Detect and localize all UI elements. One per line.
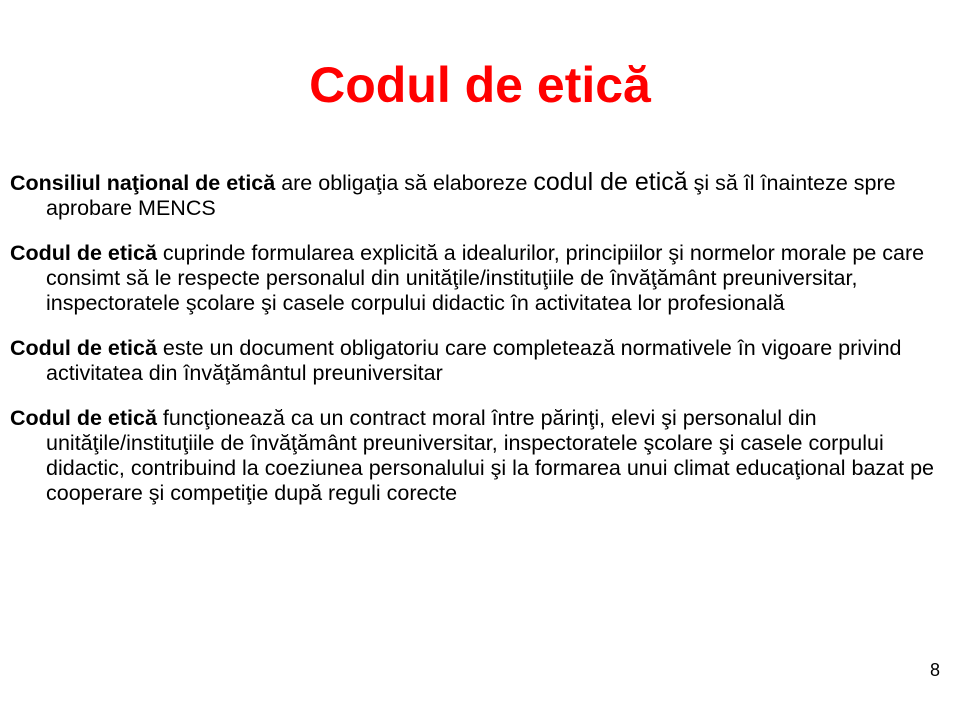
paragraph-1 xyxy=(10,170,945,221)
paragraph-3 xyxy=(10,336,945,386)
paragraph-2-text: cuprinde formularea explicită a idealurilor, principiilor şi normelor morale pe care consimt să le respecte personalul din unităţile/instituţiile de învăţământ preuniversitar, inspectoratele şcolare şi casele corpului didactic în activitatea lor profesională xyxy=(46,241,925,315)
paragraph-2 xyxy=(10,241,945,316)
paragraph-1-text-2: şi să îl înainteze spre aprobare MENCS xyxy=(46,171,896,220)
paragraph-4 xyxy=(10,406,945,506)
paragraph-3-text: este un document obligatoriu care completează normativele în vigoare privind activitatea din învăţământul preuniversitar xyxy=(46,336,902,385)
paragraph-2-bold: Codul de etică xyxy=(10,241,157,265)
paragraph-1-bold: Consiliul naţional de etică xyxy=(10,171,276,195)
paragraph-4-text: funcţionează ca un contract moral între părinţi, elevi şi personalul din unităţile/instituţiile de învăţământ preuniversitar, inspectoratele şcolare şi casele corpului didactic, contribuind la coeziunea personalului şi la formarea unui climat educaţional bazat pe cooperare şi competiţie după reguli corecte xyxy=(46,406,934,505)
paragraph-3-bold: Codul de etică xyxy=(10,336,157,360)
paragraph-1-emphasis: codul de etică xyxy=(533,168,688,196)
paragraph-1-text-1: are obligaţia să elaboreze xyxy=(275,171,534,195)
slide-body xyxy=(10,170,945,526)
page-number: 8 xyxy=(929,660,940,680)
paragraph-4-bold: Codul de etică xyxy=(10,406,157,430)
slide-title: Codul de etică xyxy=(309,57,651,113)
